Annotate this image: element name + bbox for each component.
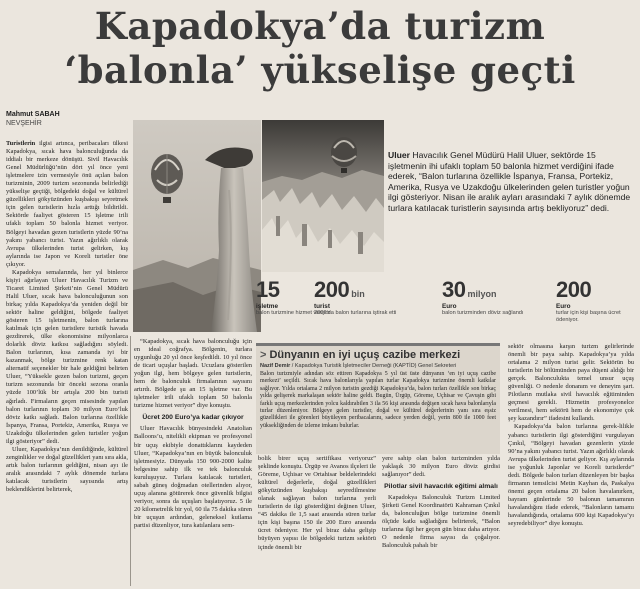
valley-image — [262, 120, 384, 272]
paragraph: Kapadokya Balonculuk Turizm Limited Şirketi Genel Koordinatörü Kahraman Çınkıl da, balonculuğun bölge turizmine önemli ölçüde katkı sağladığını belirterek, “Balon turlarına ilgi her geçen gün biraz daha artıyor. O nedenle firma sayısı da çoğalıyor. Balonculuk pahalı bir — [382, 494, 500, 550]
box-body: Balon turizmiyle adından söz ettiren Kapadokya 5 yıl üst üste dünyanın ‘en iyi uçuş cazibe merkezi’ seçildi. Sıcak hava balonlarıyla yapılan turlar Kapadokya turizmine önemli katkılar sağlıyor. Yılda ortalama 2 milyon turistin gezdiği Kapadokya’da, balon turları özellikle son birkaç yılda gelişerek markalaşan sektör haline geldi. Bugün, Ürgüp, Göreme, Uçhisar ve Çavuşin gibi farklı uçuş merkezlerinden yolcu kaldırabilen 3 ila 56 kişi arasında değişen sıcak hava balonlarıyla turlar düzenleniyor. Bölgeye gelen turistler, doğal ve kültürel değerlerinin yanı sıra eşsiz güzellikleri ile görenleri büyüleyen peribacalarını, sadece yerden değil, yerin 800 ile 1000 feet yüksekliğinden de izleme imkanı bulurlar. — [260, 371, 496, 429]
stat-unit: bin — [351, 289, 365, 299]
paragraph: sektör olmasına karşın turizm gelirlerinde önemli bir paya sahip. Kapadokya’ya yılda ortalama 2 milyon turist gelir. Sektörün bu turistlerin bir bölümünden paya düşeni aldığı bir gerçek. Balonculukta temel unsur uçuş güvenliği. O nedenle donanım ve deneyim şart. Pilotların mutlaka sivil havacılık eğitiminden geçmesi gerekli. Hizmetin profesyonelce verilmesi, hem sektörü hem de ekonomiye çok şey kazandırır” ifadesini kullandı. — [508, 343, 634, 423]
box-source — [256, 361, 500, 371]
stats-strip — [256, 277, 636, 327]
inset-box — [256, 343, 500, 454]
paragraph: ilgisi artınca, peribacaları ülkesi Kapadokya, sıcak hava balonculuğunda da iddialı bir merkeze dönüştü. Sivil Havacılık Genel Müdürlüğü’nün dört yıl önce yeni işletmelere izin vermesiyle önü açılan balon turizminin, 2009 turizm sezonunda belirlediği yükselişe geçtiği, bölgedeki doğal ve kültürel güzellikleri gökyüzünden kuşbakışı seyretmek için gelen turistlerin hızla arttığı bildirildi. Sektörde faaliyet gösteren 15 işletme irili ufaklı toplam 50 balonla hizmet veriyor. Bölgeyi havadan gezen turistlerin yüzde 90’na yakını yabancı turist. Yazın ağırlıklı olarak Avrupa ülkelerinden turist gelirken, kış aylarında ise Japon ve Koreli turistler öne çıkıyor. — [6, 140, 128, 268]
article-column-1 — [6, 140, 128, 586]
fairy-chimney-image — [133, 120, 261, 332]
paragraph: yere sahip olan balon turizminden yılda yaklaşık 30 milyon Euro döviz girdisi sağlanıyor” dedi. — [382, 455, 500, 479]
paragraph: bolik birer uçuş sertifikası veriyoruz” şeklinde konuştu. Ürgüp ve Avanos ilçeleri ile Göreme, Uçhisar ve Ortahisar beldelerindeki kültürel değerlerle, doğal güzellikleri gökyüzünden kuşbakışı seyredilmesine olanak sağlayan balon turlarına yerli turistlerin de ilgi gösterdiğini değinen Uluer, “45 dakika ile 1,5 saat arasında süren turlar için kişi başına 150 ile 200 Euro arasında ücret ödeniyor. Her yıl biraz daha gelişip büyüyen yapısı ile bölgedeki turizm sektörü içinde önemli bir — [258, 455, 376, 551]
stat-label: işletme — [256, 303, 279, 310]
arrow-icon: > — [260, 349, 267, 361]
lead-word: Turistlerin — [6, 140, 36, 147]
caption-lead: Uluer — [388, 150, 410, 160]
stat-label: Euro — [442, 303, 457, 310]
stat-label: turist — [314, 303, 330, 310]
stat-item — [442, 277, 532, 317]
box-source-name: Nazif Demir — [260, 363, 291, 369]
stat-item — [556, 277, 636, 324]
paragraph: “Kapadokya, sıcak hava balonculuğu için en ideal coğrafya. Bölgenin, turlara uygunluğu 20 yıl önce keşfedildi. 10 yıl önce de ticari uçuşlar başladı. Ucuzlara gösterilen yoğun ilgi, hem bölgeye gelen turistlerin, hem de balonculuk firmalarının sayısını artırdı. Bölgede şu an 15 işletme var. Bu işletmeler irili ufaklı toplam 50 balonla turizme hizmet veriyor” diye konuştu. — [134, 338, 252, 410]
stat-desc: 2009’da balon turlarına iştirak etti — [314, 310, 397, 316]
subheading: Pilotlar sivil havacılık eğitimi almalı — [384, 483, 498, 491]
box-source-title: / Kapadokya Turistik İşletmeciler Derneği (KAPTİD) Genel Sekreteri — [290, 363, 457, 369]
box-title — [256, 346, 500, 361]
headline-line-1: Kapadokya’da turizm — [94, 4, 546, 48]
author-name: Mahmut SABAH — [6, 111, 60, 118]
headline — [6, 4, 634, 92]
stat-value: 200 — [314, 277, 350, 302]
stat-value: 200 — [556, 277, 592, 302]
photo-valley-balloons — [262, 120, 384, 272]
column-divider — [130, 336, 131, 586]
article-column-3 — [258, 455, 376, 586]
article-column-5 — [508, 343, 634, 586]
paragraph: Kapadokya’da balon turlarına gerek-lilikle yabancı turistlerin ilgi gösterdiğini vurgulayan Çınkıl, “Bölgeyi havadan gezenlerin yüzde 90’na yakını yabancı turist. Yazın ağırlıklı olarak Avrupa ülkelerinden turist geliyor. Kış aylarında ise yoğunluk Japonlar ve Koreli turistlerde” dedi. Bölgede balon turları düzenleyen bir başka firmanın temsilcisi Metin Kayhan da, Paskalya önemi geçen ortalama 20 balon havalanırken, bayram günlerinde 50 balonun tamamının havalandığını ifade ederek, “Balonların tamamı havalandığında, ortalama 600 kişi Kapadokya’yı seyredebiliyor” diye konuştu. — [508, 423, 634, 528]
stat-value: 30 — [442, 277, 466, 302]
stat-unit: milyon — [467, 289, 497, 299]
caption-text: Havacılık Genel Müdürü Halil Uluer, sektörde 15 işletmenin ihi ufaklı toplam 50 balonla hizmet verdiğini ifade ederek, “Balon turlarına özellikle İspanya, Fransa, Portekiz, Amerika, Rusya ve Uzakdoğu ülkelerinden gelen turistler yoğun ilgi gösteriyor. Nisan ile aralık ayları arasındaki 7 aylık dönemde turlara katılacak turistlerin sayısında artış bekliyoruz” dedi. — [388, 150, 631, 213]
photo-caption — [388, 150, 633, 214]
article-column-4 — [382, 455, 500, 586]
stat-value: 15 — [256, 277, 280, 302]
paragraph: Uluer, Kapadokya’nın denildiğinde, kültürel zenginlikler ve doğal güzellikleri yanı sıra akla, artık balon turlarının geldiğini, nisan ayı ile aralık arasındaki 7 aylık dönemde turlara katılacak turistlerin sayısında artış beklendiklerini belirterek, — [6, 445, 128, 494]
dateline-city: NEVŞEHİR — [6, 120, 42, 127]
subheading: Ücret 200 Euro’ya kadar çıkıyor — [142, 414, 244, 422]
article-column-2 — [134, 338, 252, 586]
stat-label: Euro — [556, 303, 571, 310]
byline — [6, 110, 60, 128]
paragraph: Kapadokya semalarında, her yıl binlerce kişiyi ağırlayan Uluer Havacılık Turizm ve Ticaret Limited Şirketi’nin Genel Müdürü Halil Uluer, sıcak hava balonculuğunun son birkaç yılda Kapadokya’da yeniden değil bir sektör haline geldiğini, bölgede faaliyet gösteren 15 işletmenin, balon turlarına katılmak için gelen turistlere turistik havada gezdirerek, ülke ekonomisine milyonlarca dolarlık döviz katkısı sağladığını söyledi. Balon turlarının, kısa zamanda iyi bir kazanmak, bölge turizmine renk katan alternatif seçenekler bir hale geldiğini belirten Uluer, “Yüksekle gezen balon turizmi, geçen turizm sezonunda bir önceki sezona oranla yüzde 100’lük bir artışla 200 bin turisti ağırladı. Firmaların geçen misesinde yapılan balon turlarının toplam 30 milyon Euro’luk döviz katkı sağladı. Balon turlarına özellikle İspanya, Fransa, Portekiz, Amerika, Rusya ve Uzakdoğu ülkelerinden gelen turistler yoğun ilgi gösteriyor” dedi. — [6, 268, 128, 445]
stat-desc: balon turizmine hizmet veriyor — [256, 310, 331, 316]
photo-fairy-chimney — [133, 120, 261, 332]
stat-desc: turlar için kişi başına ücret ödeniyor. — [556, 310, 621, 323]
stat-item — [314, 277, 404, 317]
stat-desc: balon turizminden döviz sağlandı — [442, 310, 524, 316]
box-title-text: Dünyanın en iyi uçuş cazibe merkezi — [269, 349, 461, 361]
paragraph: Uluer Havacılık bünyesindeki Anatolian Balloons’u, nitelikli ekipman ve profesyonel bir uçuş ekibiyle donattıklarını kaydeden Uluer, “Kapadokya’nın en büyük balonculuk işletmesiyiz. Dünyada 150 900-2000 kalite belgesine sahip ilk ve tek balonculuk kuruluşuyuz. Turlara katılacak turistleri, sabah güneş doğmadan otellerinden alıyor, uçuş alanına götürerek önce güvenlik bilgisi veriyor, sonra da uçuşları başlatıyoruz. 5 ile 20 kilometrelik bir yol, 60 ila 75 dakika süren bir uçuşun ardından, geleneksel kutlama partisi düzenliyor, tura katılanlara sem- — [134, 425, 252, 529]
headline-line-2: ‘balonla’ yükselişe geçti — [64, 48, 576, 92]
